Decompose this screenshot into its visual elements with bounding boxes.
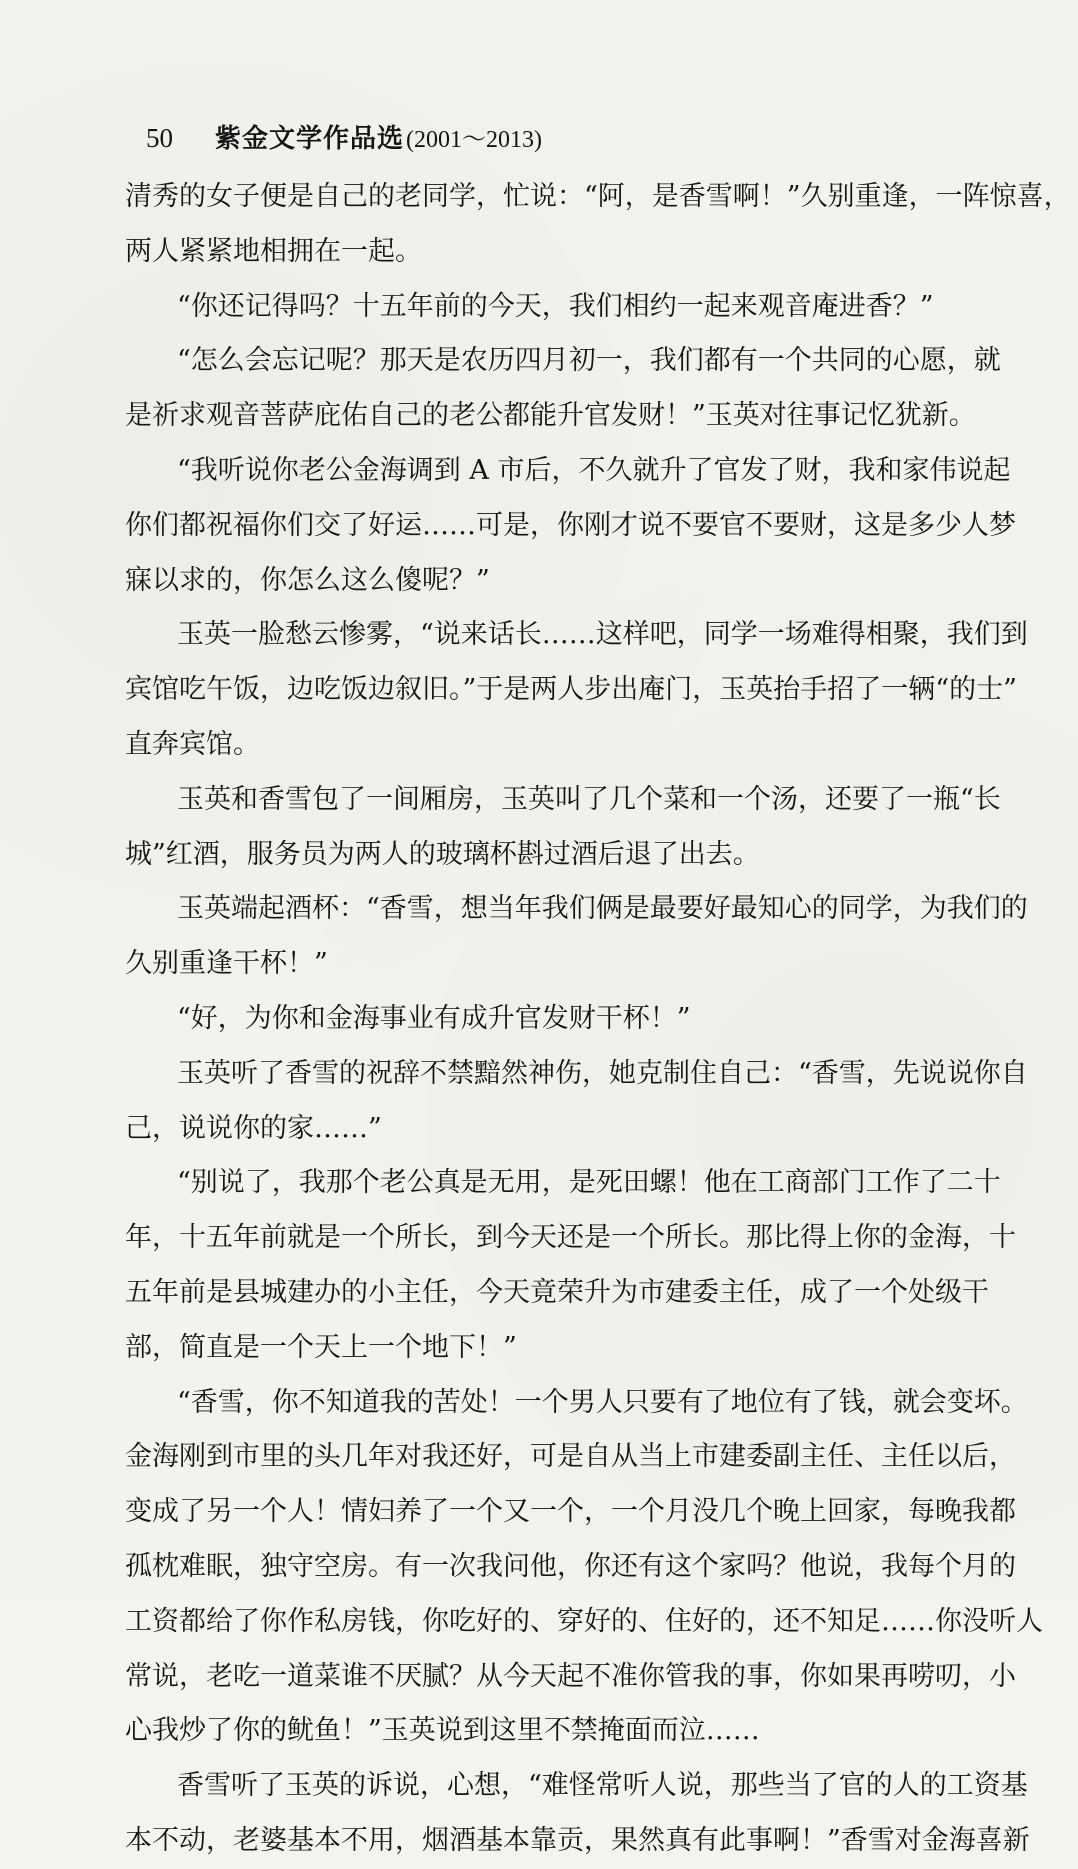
text-line: 宾馆吃午饭，边吃饭边叙旧。”于是两人步出庵门，玉英抬手招了一辆“的士” [125,674,1017,706]
text-line: 本不动，老婆基本不用，烟酒基本靠贡，果然真有此事啊！”香雪对金海喜新 [125,1824,1030,1856]
text-line: 孤枕难眠，独守空房。有一次我问他，你还有这个家吗？他说，我每个月的 [125,1550,1016,1582]
text-line: “你还记得吗？十五年前的今天，我们相约一起来观音庵进香？” [177,290,934,322]
text-line: 年，十五年前就是一个所长，到今天还是一个所长。那比得上你的金海，十 [125,1222,1016,1254]
text-line: 己，说说你的家……” [125,1112,382,1144]
text-line: 玉英端起酒杯：“香雪，想当年我们俩是最要好最知心的同学，为我们的 [177,893,1028,925]
text-line: 部，简直是一个天上一个地下！” [125,1331,517,1363]
text-line: 玉英一脸愁云惨雾，“说来话长……这样吧，同学一场难得相聚，我们到 [177,619,1028,651]
book-years: (2001～2013) [406,127,542,153]
text-line: 两人紧紧地相拥在一起。 [125,235,422,267]
page-number: 50 [146,123,173,153]
body-text [125,170,1071,1869]
text-line: 清秀的女子便是自己的老同学，忙说：“阿，是香雪啊！”久别重逢，一阵惊喜， [125,181,1071,212]
text-line: “我听说你老公金海调到 A 市后，不久就升了官发了财，我和家伟说起 [177,454,1011,486]
text-line: 心我炒了你的鱿鱼！”玉英说到这里不禁掩面而泣…… [125,1715,760,1747]
text-line: 常说，老吃一道菜谁不厌腻？从今天起不准你管我的事，你如果再唠叨，小 [125,1660,1016,1692]
page-header [146,118,542,152]
text-line: 变成了另一个人！情妇养了一个又一个，一个月没几个晚上回家，每晚我都 [125,1496,1016,1528]
text-line: 玉英听了香雪的祝辞不禁黯然神伤，她克制住自己：“香雪，先说说你自 [177,1057,1028,1089]
text-line: 你们都祝福你们交了好运……可是，你刚才说不要官不要财，这是多少人梦 [125,509,1016,541]
text-line: “香雪，你不知道我的苦处！一个男人只要有了地位有了钱，就会变坏。 [177,1386,1028,1418]
book-title: 紫金文学作品选 [215,124,405,154]
text-line: 金海刚到市里的头几年对我还好，可是自从当上市建委副主任、主任以后， [125,1441,1016,1473]
text-line: “怎么会忘记呢？那天是农历四月初一，我们都有一个共同的心愿，就 [177,345,1001,377]
text-line: 工资都给了你作私房钱，你吃好的、穿好的、住好的，还不知足……你没听人 [125,1605,1043,1637]
text-line: 寐以求的，你怎么这么傻呢？” [125,564,490,596]
text-line: 久别重逢干杯！” [125,948,328,980]
text-line: 城”红酒，服务员为两人的玻璃杯斟过酒后退了出去。 [125,838,760,870]
text-line: “别说了，我那个老公真是无用，是死田螺！他在工商部门工作了二十 [177,1167,1001,1199]
text-line: 是祈求观音菩萨庇佑自己的老公都能升官发财！”玉英对往事记忆犹新。 [125,400,976,432]
text-line: 玉英和香雪包了一间厢房，玉英叫了几个菜和一个汤，还要了一瓶“长 [177,783,1001,815]
text-line: “好，为你和金海事业有成升官发财干杯！” [177,1002,691,1034]
text-line: 直奔宾馆。 [125,728,260,760]
text-line: 五年前是县城建办的小主任，今天竟荣升为市建委主任，成了一个处级干 [125,1276,989,1308]
text-line: 香雪听了玉英的诉说，心想，“难怪常听人说，那些当了官的人的工资基 [177,1770,1028,1802]
